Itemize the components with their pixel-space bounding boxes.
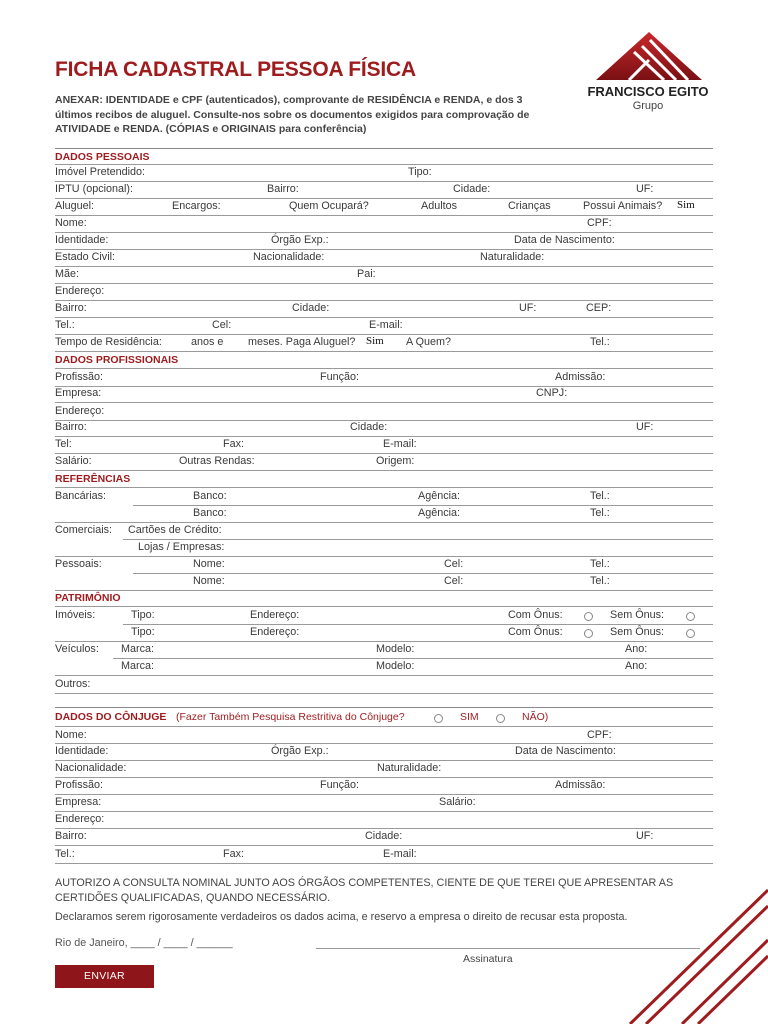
label-aluguel: Aluguel: — [55, 200, 95, 212]
divider — [55, 641, 713, 642]
divider — [55, 606, 713, 607]
label-empresa: Empresa: — [55, 796, 102, 808]
label-fax: Fax: — [223, 438, 244, 450]
submit-button[interactable]: ENVIAR — [55, 965, 154, 988]
company-logo — [578, 30, 718, 120]
label-tel: Tel.: — [590, 575, 610, 587]
label-com-onus: Com Ônus: — [508, 626, 563, 638]
divider — [55, 249, 713, 250]
label-tel: Tel: — [55, 438, 72, 450]
label-nome: Nome: — [193, 558, 225, 570]
label-a-quem: A Quem? — [406, 336, 452, 348]
divider — [123, 624, 713, 625]
label-endereco: Endereço: — [250, 609, 300, 621]
label-agencia: Agência: — [418, 490, 461, 502]
divider — [55, 386, 713, 387]
label-paga-aluguel: meses. Paga Aluguel? — [248, 336, 356, 348]
radio-com-onus[interactable] — [584, 612, 593, 621]
label-orgao: Órgão Exp.: — [271, 745, 329, 757]
divider — [55, 707, 713, 708]
label-tel: Tel.: — [55, 319, 75, 331]
label-cel: Cel: — [444, 575, 464, 587]
section-dados-profissionais: DADOS PROFISSIONAIS — [55, 354, 179, 366]
divider — [55, 266, 713, 267]
label-cel: Cel: — [212, 319, 232, 331]
label-endereco: Endereço: — [55, 285, 105, 297]
divider — [55, 556, 713, 557]
label-mae: Mãe: — [55, 268, 80, 280]
label-tel: Tel.: — [55, 848, 75, 860]
label-uf: UF: — [519, 302, 537, 314]
label-adultos: Adultos — [421, 200, 458, 212]
divider — [55, 828, 713, 829]
divider — [55, 368, 713, 369]
label-origem: Origem: — [376, 455, 415, 467]
label-tel: Tel.: — [590, 507, 610, 519]
divider — [55, 470, 713, 471]
label-encargos: Encargos: — [172, 200, 221, 212]
divider — [55, 845, 713, 846]
label-imoveis: Imóveis: — [55, 609, 96, 621]
label-identidade: Identidade: — [55, 745, 109, 757]
label-tipo: Tipo: — [408, 166, 432, 178]
divider — [55, 590, 713, 591]
value-animais[interactable]: Sim — [677, 199, 695, 211]
label-nome: Nome: — [55, 729, 87, 741]
label-funcao: Função: — [320, 779, 360, 791]
logo-subtitle: Grupo — [632, 100, 664, 112]
label-ano: Ano: — [625, 643, 648, 655]
logo-mark-icon — [594, 30, 704, 82]
label-email: E-mail: — [383, 438, 417, 450]
divider — [55, 300, 713, 301]
label-outros: Outros: — [55, 678, 91, 690]
divider — [55, 317, 713, 318]
authorization-text: AUTORIZO A CONSULTA NOMINAL JUNTO AOS ÓRGÃOS COMPETENTES, CIENTE DE QUE TEREI QUE APRESENTAR AS CERTIDÕES QUALIFICADAS, QUANDO NECESSÁRIO. — [55, 877, 674, 904]
divider — [55, 811, 713, 812]
divider — [55, 283, 713, 284]
label-email: E-mail: — [383, 848, 417, 860]
label-marca: Marca: — [121, 660, 154, 672]
label-bairro: Bairro: — [55, 302, 87, 314]
label-salario: Salário: — [55, 455, 92, 467]
label-cidade: Cidade: — [453, 183, 491, 195]
label-imovel: Imóvel Pretendido: — [55, 166, 146, 178]
divider — [55, 215, 713, 216]
label-nascimento: Data de Nascimento: — [514, 234, 615, 246]
label-bairro: Bairro: — [55, 830, 87, 842]
label-marca: Marca: — [121, 643, 154, 655]
section-dados-conjuge: DADOS DO CÔNJUGE — [55, 711, 167, 723]
divider — [55, 164, 713, 165]
label-cpf: CPF: — [587, 729, 612, 741]
label-cel: Cel: — [444, 558, 464, 570]
divider — [55, 522, 713, 523]
value-paga-aluguel[interactable]: Sim — [366, 335, 384, 347]
conjuge-note: (Fazer Também Pesquisa Restritiva do Cônjuge? — [176, 711, 405, 723]
label-quem-ocupara: Quem Ocupará? — [289, 200, 369, 212]
label-cpf: CPF: — [587, 217, 612, 229]
label-profissao: Profissão: — [55, 371, 104, 383]
divider — [123, 539, 713, 540]
form-title: FICHA CADASTRAL PESSOA FÍSICA — [55, 58, 416, 81]
label-uf: UF: — [636, 183, 654, 195]
label-bairro: Bairro: — [267, 183, 299, 195]
label-ano: Ano: — [625, 660, 648, 672]
label-identidade: Identidade: — [55, 234, 109, 246]
label-endereco: Endereço: — [250, 626, 300, 638]
label-tel: Tel.: — [590, 490, 610, 502]
label-uf: UF: — [636, 421, 654, 433]
label-endereco: Endereço: — [55, 405, 105, 417]
divider — [55, 693, 713, 694]
divider — [55, 760, 713, 761]
divider — [55, 334, 713, 335]
label-tipo: Tipo: — [131, 609, 155, 621]
divider — [55, 351, 713, 352]
label-cep: CEP: — [586, 302, 612, 314]
divider — [55, 148, 713, 149]
section-referencias: REFERÊNCIAS — [55, 473, 131, 485]
label-modelo: Modelo: — [376, 643, 415, 655]
label-conjuge-sim: SIM — [460, 711, 479, 723]
label-comerciais: Comerciais: — [55, 524, 112, 536]
radio-sem-onus[interactable] — [686, 612, 695, 621]
label-cidade: Cidade: — [292, 302, 330, 314]
label-nome: Nome: — [193, 575, 225, 587]
label-naturalidade: Naturalidade: — [377, 762, 442, 774]
label-fax: Fax: — [223, 848, 244, 860]
label-admissao: Admissão: — [555, 371, 606, 383]
label-tel: Tel.: — [590, 558, 610, 570]
radio-sem-onus[interactable] — [686, 629, 695, 638]
label-naturalidade: Naturalidade: — [480, 251, 545, 263]
attachment-notice: ANEXAR: IDENTIDADE e CPF (autenticados), comprovante de RESIDÊNCIA e RENDA, e dos 3 últimos recibos de aluguel. Consulte-nos sobre os documentos exigidos para comprovação de ATIVIDADE e RENDA. (CÓPIAS e ORIGINAIS para conferência) — [55, 94, 530, 135]
divider — [55, 453, 713, 454]
label-tipo: Tipo: — [131, 626, 155, 638]
label-sem-onus: Sem Ônus: — [610, 609, 665, 621]
label-cartoes: Cartões de Crédito: — [128, 524, 222, 536]
radio-com-onus[interactable] — [584, 629, 593, 638]
divider — [55, 675, 713, 676]
divider — [55, 794, 713, 795]
label-tempo-residencia: Tempo de Residência: — [55, 336, 162, 348]
label-outras-rendas: Outras Rendas: — [179, 455, 255, 467]
label-lojas: Lojas / Empresas: — [138, 541, 225, 553]
divider — [55, 198, 713, 199]
label-animais: Possui Animais? — [583, 200, 663, 212]
label-agencia: Agência: — [418, 507, 461, 519]
divider — [133, 573, 713, 574]
label-uf: UF: — [636, 830, 654, 842]
divider — [55, 863, 713, 864]
divider — [55, 777, 713, 778]
section-dados-pessoais: DADOS PESSOAIS — [55, 151, 150, 163]
label-email: E-mail: — [369, 319, 403, 331]
label-bancarias: Bancárias: — [55, 490, 107, 502]
divider — [55, 743, 713, 744]
declaration-text: Declaramos serem rigorosamente verdadeiros os dados acima, e reservo a empresa o direito de recusar esta proposta. — [55, 911, 628, 923]
label-banco: Banco: — [193, 507, 227, 519]
label-pessoais: Pessoais: — [55, 558, 102, 570]
label-nascimento: Data de Nascimento: — [515, 745, 616, 757]
label-criancas: Crianças — [508, 200, 551, 212]
place-date-field[interactable]: Rio de Janeiro, ____ / ____ / ______ — [55, 937, 233, 949]
section-patrimonio: PATRIMÔNIO — [55, 592, 121, 604]
divider — [55, 436, 713, 437]
label-cnpj: CNPJ: — [536, 387, 568, 399]
label-nacionalidade: Nacionalidade: — [253, 251, 325, 263]
signature-label: Assinatura — [463, 953, 513, 965]
divider — [55, 232, 713, 233]
label-banco: Banco: — [193, 490, 227, 502]
label-funcao: Função: — [320, 371, 360, 383]
label-cidade: Cidade: — [365, 830, 403, 842]
divider — [55, 402, 713, 403]
label-nacionalidade: Nacionalidade: — [55, 762, 127, 774]
label-iptu: IPTU (opcional): — [55, 183, 134, 195]
label-anos: anos e — [191, 336, 224, 348]
divider — [55, 487, 713, 488]
label-sem-onus: Sem Ônus: — [610, 626, 665, 638]
label-veiculos: Veículos: — [55, 643, 99, 655]
divider — [133, 505, 713, 506]
label-nome: Nome: — [55, 217, 87, 229]
label-admissao: Admissão: — [555, 779, 606, 791]
divider — [113, 658, 713, 659]
label-pai: Pai: — [357, 268, 376, 280]
label-tel: Tel.: — [590, 336, 610, 348]
label-salario: Salário: — [439, 796, 476, 808]
label-conjuge-nao: NÃO) — [522, 711, 549, 723]
label-estado-civil: Estado Civil: — [55, 251, 116, 263]
label-modelo: Modelo: — [376, 660, 415, 672]
label-cidade: Cidade: — [350, 421, 388, 433]
divider — [55, 181, 713, 182]
decorative-stripes-icon — [600, 880, 768, 1024]
label-empresa: Empresa: — [55, 387, 102, 399]
radio-conjuge-sim[interactable] — [434, 714, 443, 723]
radio-conjuge-nao[interactable] — [496, 714, 505, 723]
label-orgao: Órgão Exp.: — [271, 234, 329, 246]
label-bairro: Bairro: — [55, 421, 87, 433]
logo-name: FRANCISCO EGITO — [587, 84, 709, 99]
label-endereco: Endereço: — [55, 813, 105, 825]
divider — [55, 726, 713, 727]
label-profissao: Profissão: — [55, 779, 104, 791]
label-com-onus: Com Ônus: — [508, 609, 563, 621]
